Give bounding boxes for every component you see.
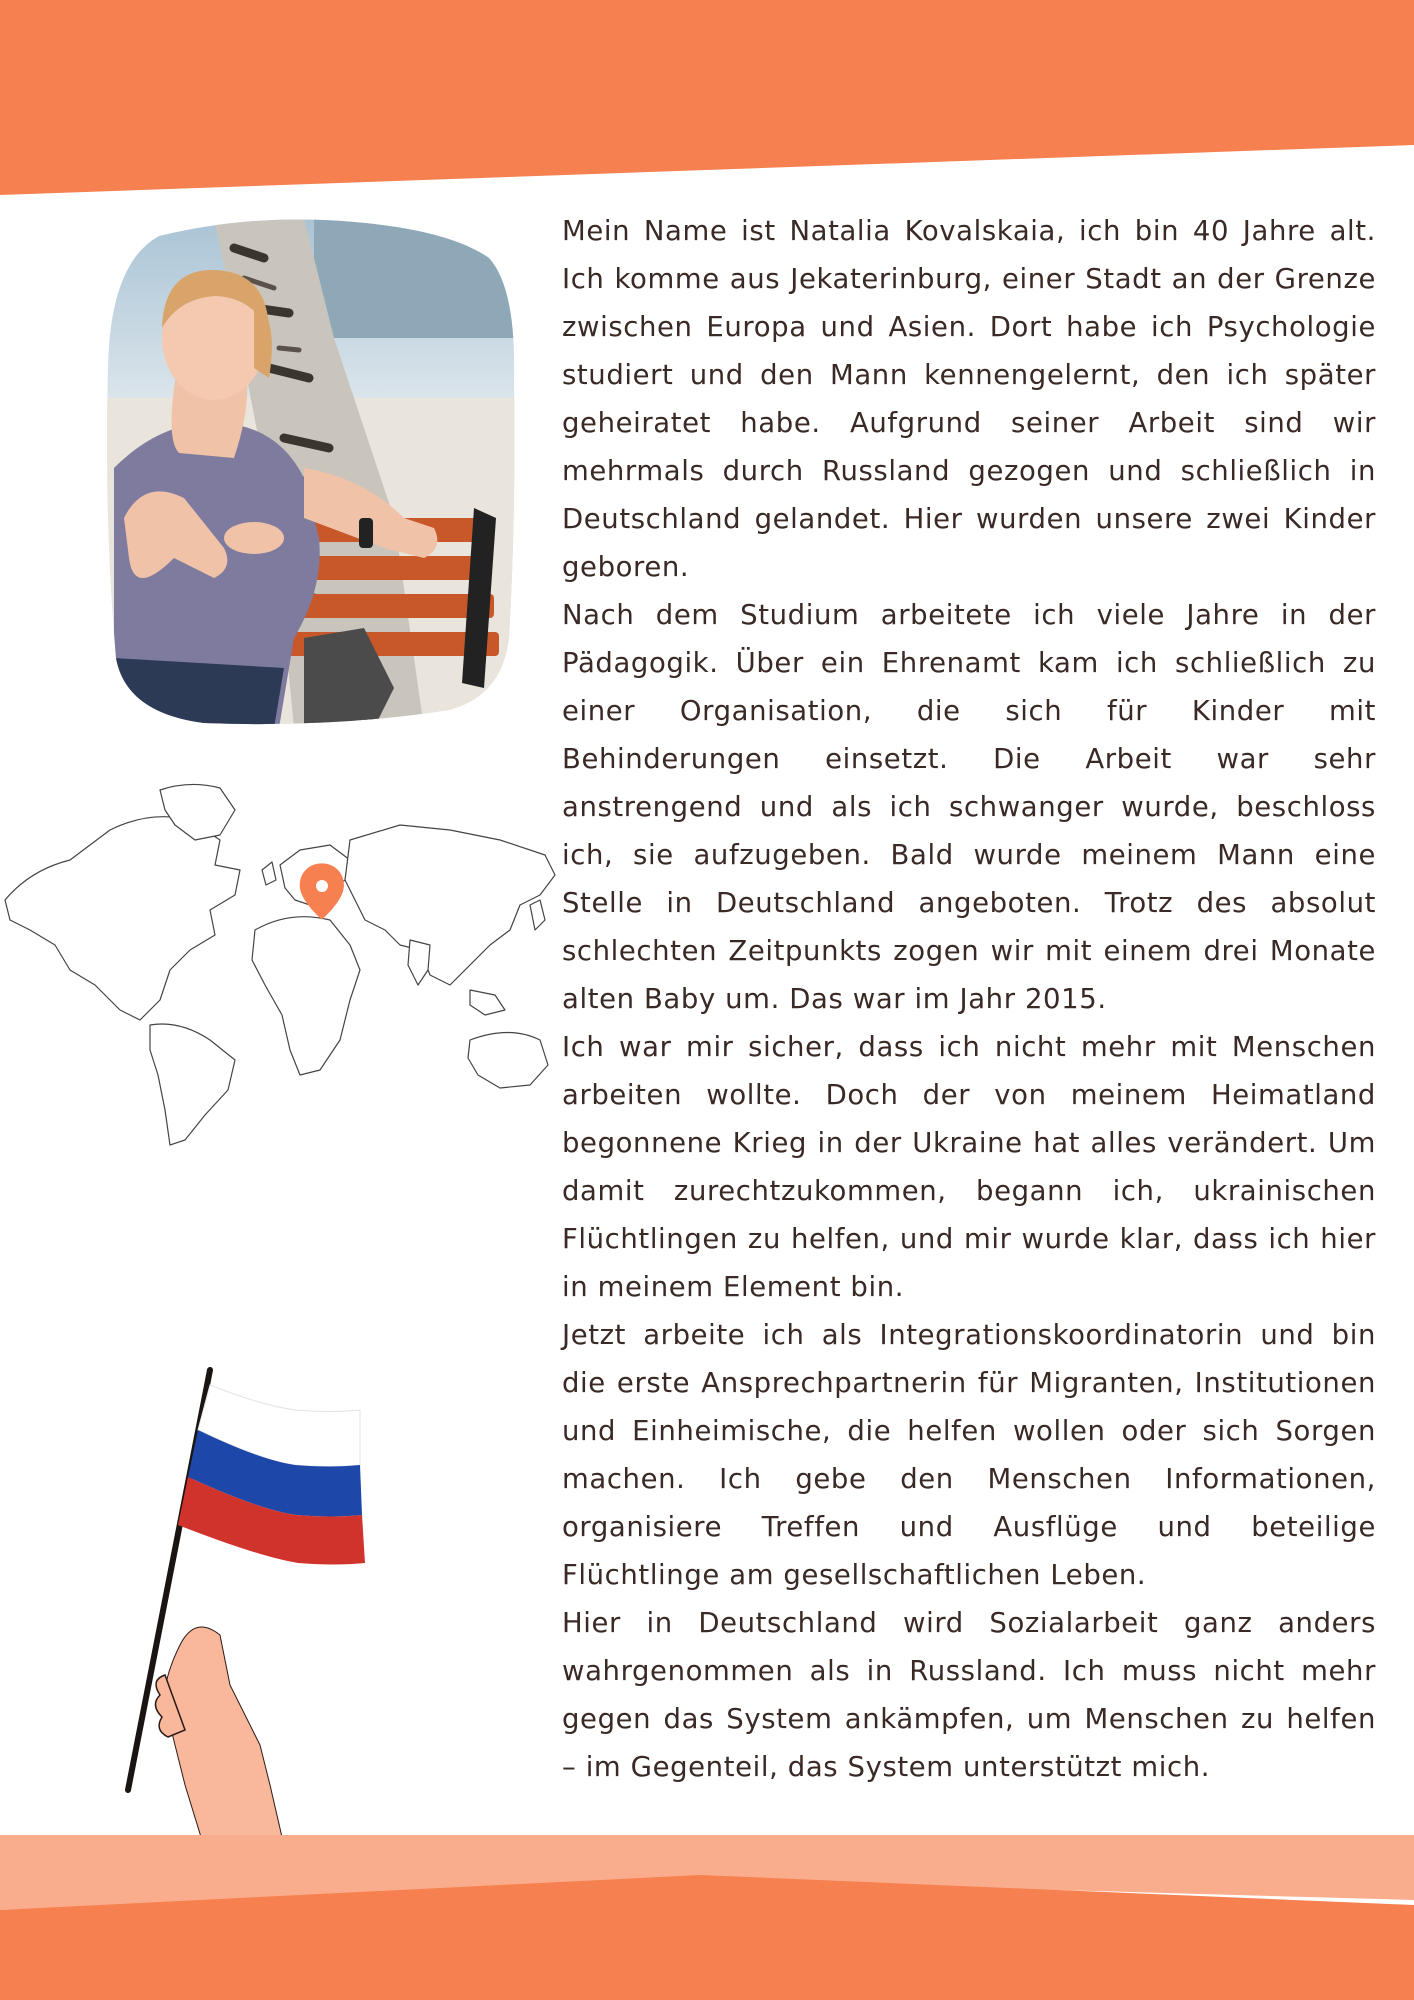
bio-paragraph: Jetzt arbeite ich als Integrationskoordinatorin und bin die erste Ansprechpartnerin für Migranten, Institutionen und Einheimische, die helfen wollen oder sich Sorgen machen. Ich gebe den Menschen Informationen, organisiere Treffen und Ausflüge und beteilige Flüchtlinge am gesellschaftlichen Leben. bbox=[562, 1319, 1376, 1591]
world-map bbox=[0, 770, 560, 1150]
bio-paragraph: Mein Name ist Natalia Kovalskaia, ich bin 40 Jahre alt. Ich komme aus Jekaterinburg, einer Stadt an der Grenze zwischen Europa und Asien. Dort habe ich Psychologie studiert und den Mann kennengelernt, den ich später geheiratet habe. Aufgrund seiner Arbeit sind wir mehrmals durch Russland gezogen und schließlich in Deutschland gelandet. Hier wurden unsere zwei Kinder geboren. bbox=[562, 215, 1376, 583]
bio-paragraph: Hier in Deutschland wird Sozialarbeit ganz anders wahrgenommen als in Russland. Ich muss nicht mehr gegen das System ankämpfen, um Menschen zu helfen – im Gegenteil, das System unterstützt mich. bbox=[562, 1607, 1376, 1783]
portrait-photo bbox=[104, 218, 516, 728]
russian-flag-illustration bbox=[110, 1365, 400, 1850]
biography-text bbox=[562, 207, 1376, 1791]
bottom-banner bbox=[0, 1820, 1414, 2000]
bio-paragraph: Nach dem Studium arbeitete ich viele Jahre in der Pädagogik. Über ein Ehrenamt kam ich schließlich zu einer Organisation, die sich für Kinder mit Behinderungen einsetzt. Die Arbeit war sehr anstrengend und als ich schwanger wurde, beschloss ich, sie aufzugeben. Bald wurde meinem Mann eine Stelle in Deutschland angeboten. Trotz des absolut schlechten Zeitpunkts zogen wir mit einem drei Monate alten Baby um. Das war im Jahr 2015. bbox=[562, 599, 1376, 1015]
bio-paragraph: Ich war mir sicher, dass ich nicht mehr mit Menschen arbeiten wollte. Doch der von meinem Heimatland begonnene Krieg in der Ukraine hat alles verändert. Um damit zurechtzukommen, begann ich, ukrainischen Flüchtlingen zu helfen, und mir wurde klar, dass ich hier in meinem Element bin. bbox=[562, 1031, 1376, 1303]
location-pin-icon bbox=[300, 863, 344, 919]
top-banner bbox=[0, 0, 1414, 200]
